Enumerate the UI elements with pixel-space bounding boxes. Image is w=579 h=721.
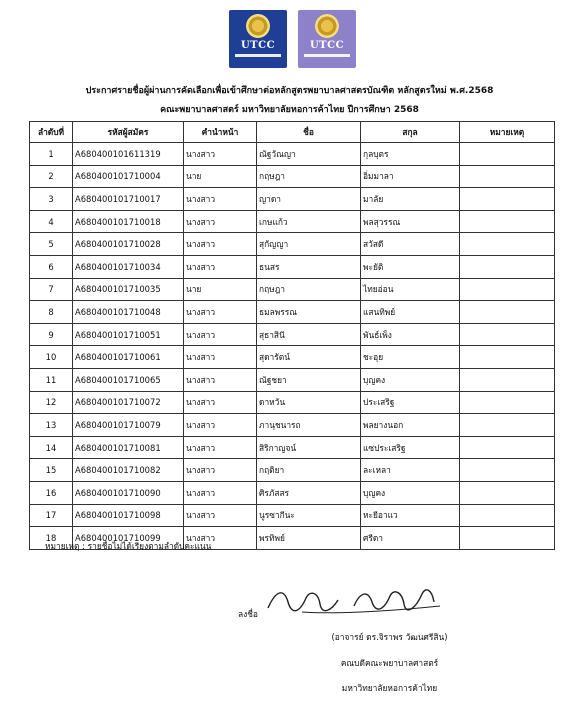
table-row — [30, 414, 555, 437]
cell-applicant-id: A680400101710098 — [73, 504, 184, 527]
cell-last-name: ไทยอ่อน — [361, 278, 460, 301]
cell-remarks — [460, 391, 555, 414]
cell-applicant-id: A680400101710035 — [73, 278, 184, 301]
cell-last-name: ชะอุย — [361, 346, 460, 369]
cell-last-name: บุญคง — [361, 368, 460, 391]
cell-first-name: นูรซากีนะ — [257, 504, 361, 527]
cell-order: 10 — [30, 346, 73, 369]
cell-first-name: ดาหวัน — [257, 391, 361, 414]
cell-first-name: เกษแก้ว — [257, 210, 361, 233]
cell-prefix: นางสาว — [184, 459, 257, 482]
logo-subtitle-bar — [304, 54, 350, 57]
cell-applicant-id: A680400101710079 — [73, 414, 184, 437]
cell-remarks — [460, 504, 555, 527]
cell-applicant-id: A680400101710018 — [73, 210, 184, 233]
cell-remarks — [460, 414, 555, 437]
cell-order: 16 — [30, 481, 73, 504]
signer-position: คณบดีคณะพยาบาลศาสตร์ — [340, 658, 439, 668]
col-header-order: ลำดับที่ — [30, 122, 73, 143]
nursing-faculty-logo — [298, 10, 356, 68]
cell-applicant-id: A680400101710072 — [73, 391, 184, 414]
cell-applicant-id: A680400101710082 — [73, 459, 184, 482]
cell-applicant-id: A680400101710051 — [73, 323, 184, 346]
cell-first-name: สิริกาญจน์ — [257, 436, 361, 459]
table-row — [30, 368, 555, 391]
cell-prefix: นางสาว — [184, 436, 257, 459]
footnote: หมายเหตุ : รายชื่อไม่ได้เรียงตามลำดับคะแนน — [45, 541, 212, 551]
cell-remarks — [460, 165, 555, 188]
cell-last-name: พลยางนอก — [361, 414, 460, 437]
cell-remarks — [460, 143, 555, 166]
cell-prefix: นางสาว — [184, 391, 257, 414]
cell-remarks — [460, 459, 555, 482]
cell-remarks — [460, 301, 555, 324]
col-header-prefix: คำนำหน้า — [184, 122, 257, 143]
cell-prefix: นางสาว — [184, 527, 257, 550]
cell-first-name: ภานุชนารถ — [257, 414, 361, 437]
cell-applicant-id: A680400101710099 — [73, 527, 184, 550]
cell-applicant-id: A680400101710081 — [73, 436, 184, 459]
logo-subtitle-bar — [235, 54, 281, 57]
cell-first-name: กฤษฎา — [257, 278, 361, 301]
cell-first-name: สุธาสินี — [257, 323, 361, 346]
cell-last-name: แซประเสริฐ — [361, 436, 460, 459]
signer-name: (อาจารย์ ดร.จิราพร วัฒนศรีสิน) — [331, 632, 448, 642]
cell-last-name: พลสุวรรณ — [361, 210, 460, 233]
cell-last-name: บุญคง — [361, 481, 460, 504]
table-row — [30, 278, 555, 301]
cell-prefix: นางสาว — [184, 188, 257, 211]
cell-order: 15 — [30, 459, 73, 482]
table-row — [30, 210, 555, 233]
cell-prefix: นางสาว — [184, 368, 257, 391]
table-row — [30, 301, 555, 324]
table-row — [30, 481, 555, 504]
table-row — [30, 504, 555, 527]
cell-last-name: ละเหลา — [361, 459, 460, 482]
signer-organization: มหาวิทยาลัยหอการค้าไทย — [341, 683, 438, 693]
cell-first-name: สุกัญญา — [257, 233, 361, 256]
cell-last-name: ศรีดา — [361, 527, 460, 550]
header-logos — [0, 10, 579, 72]
table-header-row — [30, 122, 555, 143]
cell-remarks — [460, 323, 555, 346]
cell-order: 17 — [30, 504, 73, 527]
cell-applicant-id: A680400101710090 — [73, 481, 184, 504]
cell-prefix: นางสาว — [184, 143, 257, 166]
cell-remarks — [460, 255, 555, 278]
logo-word: UTCC — [309, 40, 345, 51]
cell-order: 2 — [30, 165, 73, 188]
cell-order: 3 — [30, 188, 73, 211]
announcement-subtitle: คณะพยาบาลศาสตร์ มหาวิทยาลัยหอการค้าไทย ปีการศึกษา 2568 — [160, 105, 419, 115]
cell-order: 4 — [30, 210, 73, 233]
cell-applicant-id: A680400101710028 — [73, 233, 184, 256]
seal-icon — [315, 14, 339, 38]
cell-prefix: นางสาว — [184, 504, 257, 527]
cell-order: 18 — [30, 527, 73, 550]
cell-first-name: ณัฐชยา — [257, 368, 361, 391]
announcement-title: ประกาศรายชื่อผู้ผ่านการคัดเลือกเพื่อเข้าศึกษาต่อหลักสูตรพยาบาลศาสตรบัณฑิต หลักสูตรใหม่ พ.ศ.2568 — [85, 86, 494, 96]
cell-last-name: กุลบุตร — [361, 143, 460, 166]
logo-word: UTCC — [240, 40, 276, 51]
cell-order: 11 — [30, 368, 73, 391]
cell-order: 13 — [30, 414, 73, 437]
cell-prefix: นางสาว — [184, 255, 257, 278]
cell-first-name: ธมลพรรณ — [257, 301, 361, 324]
cell-prefix: นางสาว — [184, 233, 257, 256]
cell-first-name: กฤษฎา — [257, 165, 361, 188]
cell-remarks — [460, 481, 555, 504]
cell-applicant-id: A680400101710004 — [73, 165, 184, 188]
table-row — [30, 143, 555, 166]
col-header-remarks: หมายเหตุ — [460, 122, 555, 143]
cell-order: 1 — [30, 143, 73, 166]
table-row — [30, 436, 555, 459]
cell-remarks — [460, 527, 555, 550]
cell-applicant-id: A680400101710048 — [73, 301, 184, 324]
cell-remarks — [460, 436, 555, 459]
cell-prefix: นางสาว — [184, 481, 257, 504]
cell-remarks — [460, 278, 555, 301]
cell-order: 5 — [30, 233, 73, 256]
table-row — [30, 391, 555, 414]
col-header-first-name: ชื่อ — [257, 122, 361, 143]
candidate-table — [29, 121, 555, 550]
utcc-logo — [229, 10, 287, 68]
cell-remarks — [460, 210, 555, 233]
cell-order: 12 — [30, 391, 73, 414]
cell-order: 8 — [30, 301, 73, 324]
cell-last-name: พันธ์เพ็ง — [361, 323, 460, 346]
cell-last-name: ประเสริฐ — [361, 391, 460, 414]
table-row — [30, 255, 555, 278]
cell-prefix: นางสาว — [184, 414, 257, 437]
cell-applicant-id: A680400101710061 — [73, 346, 184, 369]
cell-last-name: พะยัติ — [361, 255, 460, 278]
cell-prefix: นางสาว — [184, 301, 257, 324]
cell-applicant-id: A680400101710065 — [73, 368, 184, 391]
cell-first-name: ญาดา — [257, 188, 361, 211]
cell-applicant-id: A680400101710017 — [73, 188, 184, 211]
cell-order: 7 — [30, 278, 73, 301]
cell-first-name: กฤติยา — [257, 459, 361, 482]
table-row — [30, 165, 555, 188]
cell-prefix: นางสาว — [184, 210, 257, 233]
cell-applicant-id: A680400101611319 — [73, 143, 184, 166]
table-row — [30, 188, 555, 211]
table-row — [30, 233, 555, 256]
cell-prefix: นางสาว — [184, 346, 257, 369]
table-row — [30, 323, 555, 346]
cell-first-name: ธนสร — [257, 255, 361, 278]
cell-order: 9 — [30, 323, 73, 346]
cell-first-name: พรทิพย์ — [257, 527, 361, 550]
table-row — [30, 346, 555, 369]
table-body — [30, 143, 555, 550]
cell-last-name: มาลัย — [361, 188, 460, 211]
cell-remarks — [460, 346, 555, 369]
cell-first-name: ณัฐวัณญา — [257, 143, 361, 166]
cell-last-name: หะยีอาแว — [361, 504, 460, 527]
col-header-last-name: สกุล — [361, 122, 460, 143]
table-row — [30, 459, 555, 482]
cell-last-name: แสนทิพย์ — [361, 301, 460, 324]
cell-first-name: ศิรภัสสร — [257, 481, 361, 504]
cell-prefix: นาย — [184, 165, 257, 188]
seal-icon — [246, 14, 270, 38]
handwritten-signature — [262, 582, 452, 618]
cell-remarks — [460, 233, 555, 256]
cell-remarks — [460, 368, 555, 391]
cell-prefix: นางสาว — [184, 323, 257, 346]
cell-applicant-id: A680400101710034 — [73, 255, 184, 278]
signature-label: ลงชื่อ — [238, 609, 258, 619]
col-header-applicant-id: รหัสผู้สมัคร — [73, 122, 184, 143]
cell-remarks — [460, 188, 555, 211]
cell-prefix: นาย — [184, 278, 257, 301]
cell-last-name: สวัสดี — [361, 233, 460, 256]
cell-order: 14 — [30, 436, 73, 459]
cell-order: 6 — [30, 255, 73, 278]
cell-first-name: สุดารัตน์ — [257, 346, 361, 369]
cell-last-name: อิ่มมาลา — [361, 165, 460, 188]
